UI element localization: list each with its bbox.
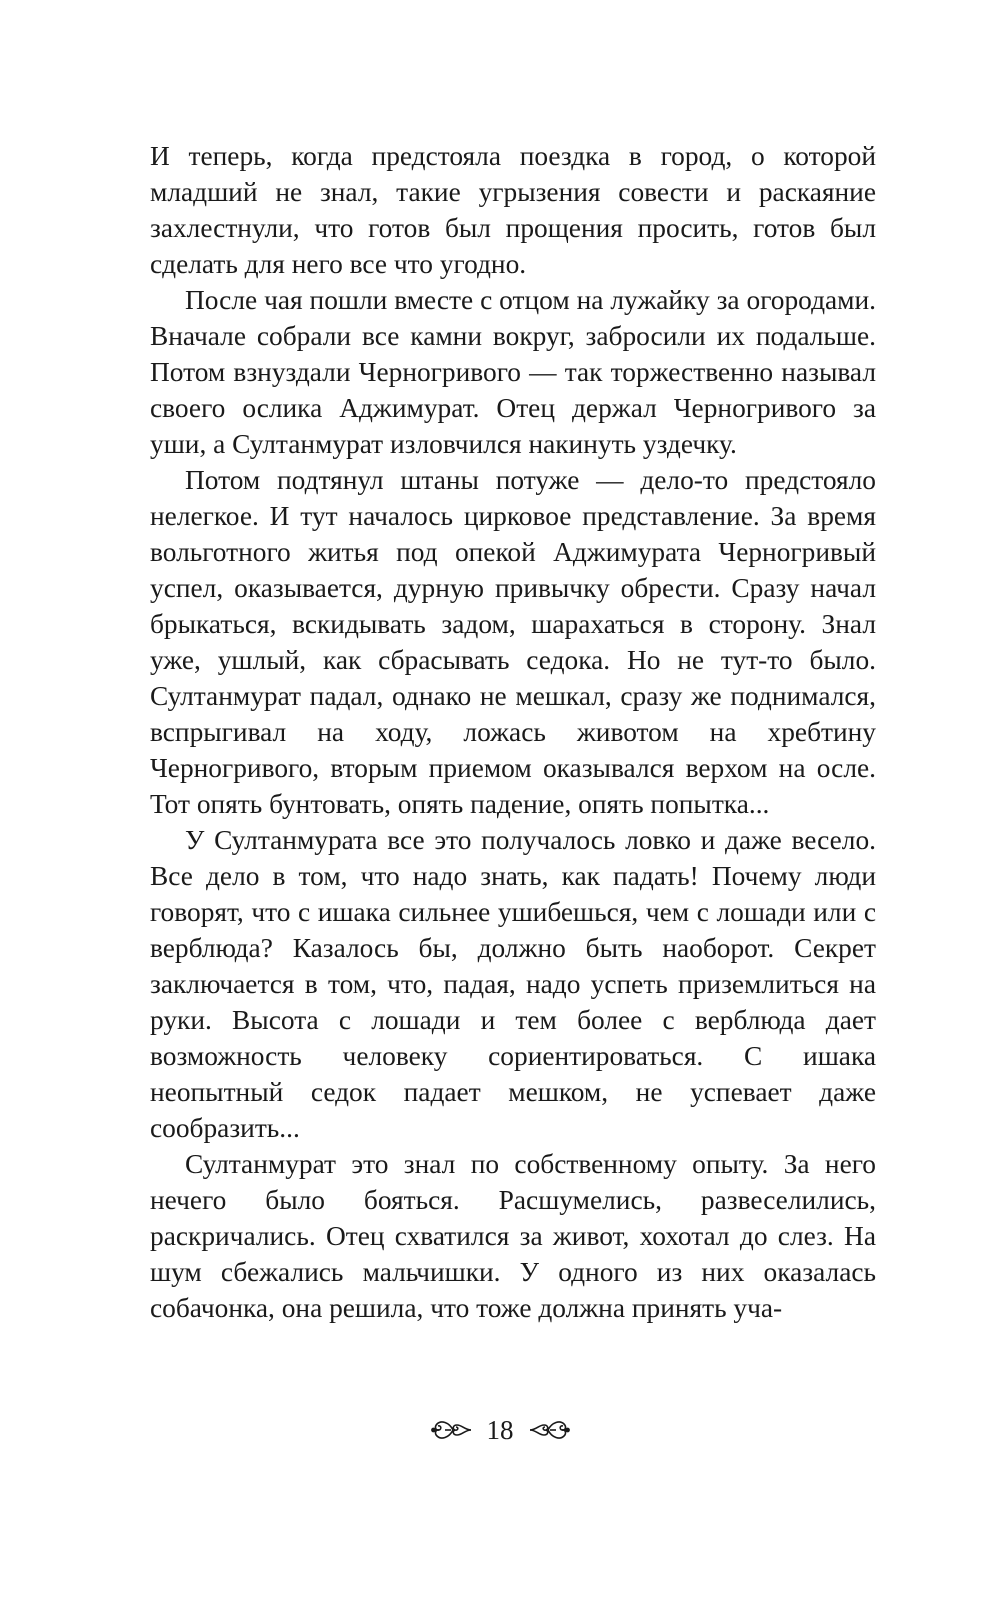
paragraph-5: Султанмурат это знал по собственному опыту. За него нечего было бояться. Расшумелись, развеселились, раскричались. Отец схватился за живот, хохотал до слез. На шум сбежались мальчишки. У одного из них оказалась собачонка, она решила, что тоже должна принять уча- bbox=[150, 1149, 876, 1323]
paragraph-3: Потом подтянул штаны потуже — дело-то предстояло нелегкое. И тут началось цирковое представление. За время вольготного житья под опекой Аджимурата Черногривый успел, оказывается, дурную привычку обрести. Сразу начал брыкаться, вскидывать задом, шарахаться в сторону. Знал уже, ушлый, как сбрасывать седока. Но не тут-то было. Султанмурат падал, однако не мешкал, сразу же поднимался, вспрыгивал на ходу, ложась животом на хребтину Черногривого, вторым приемом оказывался верхом на осле. Тот опять бунтовать, опять падение, опять попытка... bbox=[150, 465, 876, 819]
page-text bbox=[150, 138, 876, 1326]
paragraph-2: После чая пошли вместе с отцом на лужайку за огородами. Вначале собрали все камни вокруг, забросили их подальше. Потом взнуздали Черногривого — так торжественно называл своего ослика Аджимурат. Отец держал Черногривого за уши, а Султанмурат изловчился накинуть уздечку. bbox=[150, 285, 876, 459]
paragraph-1: И теперь, когда предстояла поездка в город, о которой младший не знал, такие угрызения совести и раскаяние захлестнули, что готов был прощения просить, готов был сделать для него все что угодно. bbox=[150, 141, 876, 279]
paragraph-4: У Султанмурата все это получалось ловко и даже весело. Все дело в том, что надо знать, как падать! Почему люди говорят, что с ишака сильнее ушибешься, чем с лошади или с верблюда? Казалось бы, должно быть наоборот. Секрет заключается в том, что, падая, надо успеть приземлиться на руки. Высота с лошади и тем более с верблюда дает возможность человеку сориентироваться. С ишака неопытный седок падает мешком, не успевает даже сообразить... bbox=[150, 825, 876, 1143]
page-footer bbox=[0, 1410, 1000, 1450]
page-number: 18 bbox=[486, 1415, 514, 1445]
floral-ornament-right-icon bbox=[528, 1416, 570, 1444]
floral-ornament-left-icon bbox=[431, 1416, 473, 1444]
